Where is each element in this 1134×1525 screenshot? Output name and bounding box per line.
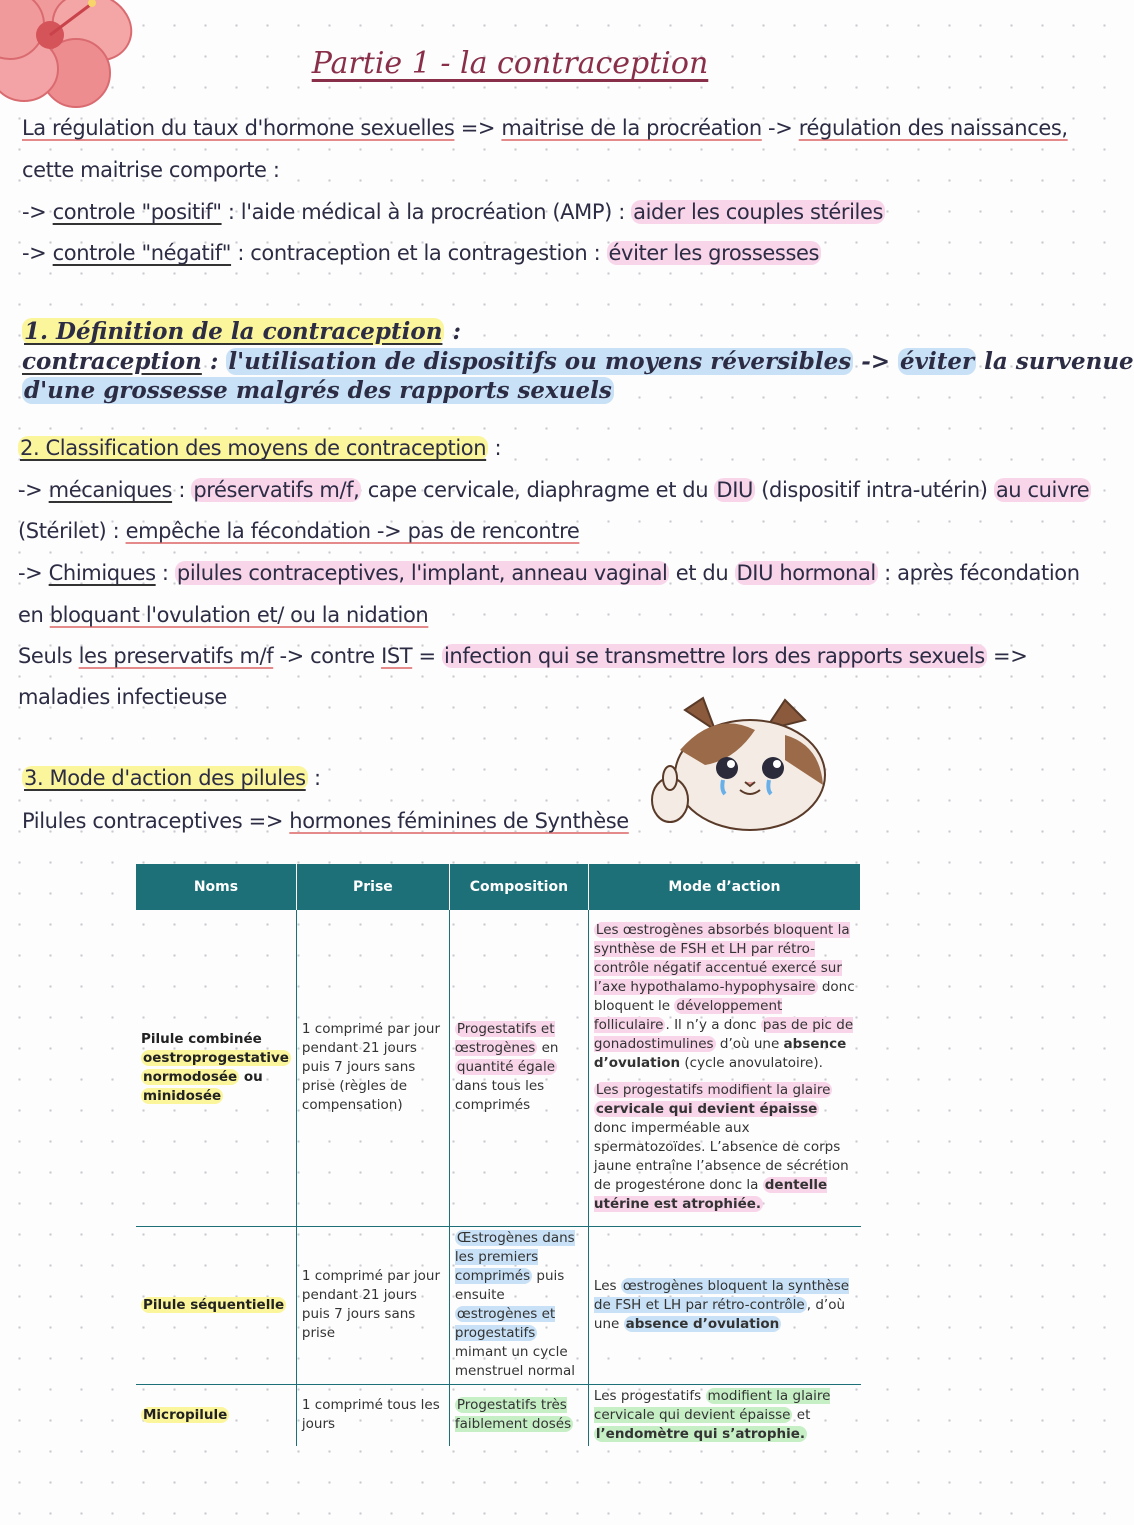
- cell-text: œstrogènes bloquent la synthèse de FSH et LH par rétro-contrôle: [593, 1277, 850, 1313]
- intro-text: ->: [22, 200, 53, 224]
- section-2-text: DIU: [716, 478, 753, 502]
- section-2-text: :: [172, 478, 192, 502]
- cell-text: . Il n’y a donc: [665, 1017, 761, 1034]
- section-2-heading-text: :: [488, 436, 502, 460]
- section-2-text: (dispositif intra-utérin): [754, 478, 994, 502]
- section-2-text: infection qui se transmettre lors des rapports sexuels: [443, 644, 985, 668]
- section-3-heading: [22, 766, 321, 790]
- intro-text: controle "positif": [52, 200, 222, 224]
- intro-text: =>: [454, 116, 502, 140]
- section-1-text: d'une grossesse malgrés des rapports sexuels: [24, 377, 612, 404]
- cell-text: normodosée: [143, 1068, 238, 1085]
- cell-text: modifient la glaire cervicale qui devient épaisse: [593, 1387, 831, 1423]
- cell-text: développement folliculaire: [593, 998, 783, 1034]
- cell-text: absence d’ovulation: [593, 1036, 847, 1072]
- section-1-text: la survenue: [976, 348, 1134, 375]
- cell-text: Les progestatifs modifient la glaire: [595, 1082, 831, 1099]
- section-2-text: bloquant l'ovulation et/ ou la nidation: [49, 603, 429, 627]
- cell-text: mimant un cycle menstruel normal: [454, 1344, 576, 1379]
- section-3-heading-text: 3. Mode d'action des pilules: [24, 766, 306, 790]
- cell-text: ou: [239, 1068, 263, 1085]
- section-2-text: Seuls: [18, 644, 79, 668]
- section-1-text: ->: [853, 348, 899, 375]
- cell-text: Progestatifs et œstrogènes: [454, 1021, 555, 1057]
- cell-text: pas de pic de gonadostimulines: [593, 1017, 854, 1053]
- page-title: Partie 1 - la contraception: [311, 46, 709, 81]
- table-row: [136, 1384, 861, 1446]
- section-3-text: hormones féminines de Synthèse: [289, 809, 629, 833]
- cell-name: [136, 1384, 296, 1446]
- section-2-text: =: [412, 644, 442, 668]
- section-2-text: ->: [18, 478, 49, 502]
- section-2-line-4: [18, 603, 428, 627]
- cell-prise: 1 comprimé par jour pendant 21 jours puis 7 jours sans prise: [296, 1226, 449, 1384]
- cell-mode-action: [588, 910, 860, 1226]
- section-1-line-1: [22, 348, 1134, 375]
- column-header-prise: Prise: [296, 864, 449, 910]
- table-header-row: [136, 864, 861, 910]
- section-2-text: empêche la fécondation -> pas de rencontre: [125, 519, 580, 543]
- section-2-line-6: [18, 685, 227, 709]
- column-header-noms: Noms: [136, 864, 296, 910]
- intro-text: maitrise de la procréation: [501, 116, 762, 140]
- cell-mode-action: [588, 1226, 860, 1384]
- section-1-heading-text: 1. Définition de la contraception: [24, 318, 443, 345]
- section-2-text: maladies infectieuse: [18, 685, 227, 709]
- table-row: [136, 1226, 861, 1384]
- intro-text: : l'aide médical à la procréation (AMP) :: [221, 200, 632, 224]
- cell-text: en: [537, 1040, 559, 1057]
- section-2-text: mécaniques: [48, 478, 173, 502]
- cell-text: œstrogènes et progestatifs: [454, 1306, 556, 1341]
- section-1-text: éviter: [900, 348, 975, 375]
- intro-text: ->: [22, 241, 53, 265]
- section-1-text: contraception: [22, 348, 202, 375]
- section-2-text: les preservatifs m/f: [78, 644, 274, 668]
- section-2-text: : après fécondation: [877, 561, 1080, 585]
- cell-composition: [449, 910, 588, 1226]
- cell-prise: 1 comprimé tous les jours: [296, 1384, 449, 1446]
- section-2-text: au cuivre: [995, 478, 1090, 502]
- section-1-heading-text: :: [444, 318, 461, 345]
- cell-text: donc imperméable aux spermatozoïdes. L’absence de corps jaune entraîne l’absence de sécrétion de progestérone donc la: [593, 1120, 849, 1194]
- section-3-heading-text: :: [307, 766, 321, 790]
- cell-text: dentelle utérine est atrophiée.: [593, 1177, 828, 1213]
- intro-text: cette maitrise comporte :: [22, 158, 280, 182]
- cell-text: minidosée: [143, 1087, 222, 1104]
- table-row: [136, 910, 861, 1226]
- cell-composition: [449, 1226, 588, 1384]
- section-2-text: :: [155, 561, 175, 585]
- cell-text: Pilule combinée: [141, 1030, 262, 1047]
- intro-line-2: [22, 158, 280, 182]
- intro-text: controle "négatif": [52, 241, 232, 265]
- intro-line-4: [22, 241, 821, 265]
- section-2-line-3: [18, 561, 1080, 585]
- section-2-text: (Stérilet) :: [18, 519, 126, 543]
- cell-text: (cycle anovulatoire).: [680, 1055, 823, 1072]
- section-2-heading: [18, 436, 501, 460]
- cell-text: Les: [593, 1277, 621, 1294]
- section-2-text: DIU hormonal: [736, 561, 876, 585]
- intro-text: : contraception et la contragestion :: [231, 241, 607, 265]
- section-3-text: Pilules contraceptives =>: [22, 809, 290, 833]
- section-2-text: ->: [18, 561, 49, 585]
- cell-text: Œstrogènes dans les premiers comprimés: [454, 1230, 575, 1284]
- cell-text: Pilule séquentielle: [143, 1296, 285, 1313]
- intro-text: éviter les grossesses: [608, 241, 820, 265]
- section-2-text: -> contre: [273, 644, 382, 668]
- section-2-text: en: [18, 603, 50, 627]
- cell-text: Progestatifs très faiblement dosés: [454, 1397, 572, 1432]
- section-2-line-5: [18, 644, 1027, 668]
- cat-thumbs-up-sticker: [645, 690, 835, 835]
- intro-line-1: [22, 116, 1068, 140]
- cell-text: Les œstrogènes absorbés bloquent la synthèse de FSH et LH par rétro-contrôle négatif accentué exercé sur l’axe hypothalamo-hypophysaire: [593, 922, 850, 996]
- cell-text: Micropilule: [143, 1406, 228, 1423]
- section-3-line-1: [22, 809, 629, 833]
- cell-text: donc bloquent le: [593, 979, 855, 1015]
- intro-text: ->: [761, 116, 799, 140]
- cell-text: d’où une: [715, 1036, 784, 1053]
- cell-text: cervicale qui devient épaisse: [595, 1101, 818, 1118]
- cell-text: Les progestatifs: [593, 1387, 706, 1404]
- section-1-text: l'utilisation de dispositifs ou moyens réversibles: [228, 348, 852, 375]
- intro-line-3: [22, 200, 885, 224]
- column-header-composition: Composition: [449, 864, 588, 910]
- section-1-line-2: [22, 377, 614, 404]
- section-2-text: IST: [381, 644, 413, 668]
- cell-text: oestroprogestative: [143, 1049, 289, 1066]
- cell-text: et: [792, 1406, 811, 1423]
- section-2-line-1: [18, 478, 1091, 502]
- pill-comparison-table: [136, 864, 861, 1446]
- section-2-text: pilules contraceptives, l'implant, anneau vaginal: [176, 561, 668, 585]
- section-2-line-2: [18, 519, 579, 543]
- intro-text: La régulation du taux d'hormone sexuelles: [22, 116, 455, 140]
- section-1-heading: [22, 318, 461, 345]
- cell-name: [136, 1226, 296, 1384]
- section-2-text: et du: [669, 561, 735, 585]
- cell-text: dans tous les comprimés: [454, 1078, 545, 1114]
- section-1-text: :: [201, 348, 227, 375]
- section-2-text: =>: [986, 644, 1028, 668]
- cell-text: absence d’ovulation: [625, 1315, 780, 1332]
- cell-text: , d’où une: [593, 1296, 846, 1332]
- cell-name: [136, 910, 296, 1226]
- section-2-heading-text: 2. Classification des moyens de contraception: [20, 436, 487, 460]
- column-header-mode-action: Mode d’action: [588, 864, 860, 910]
- section-2-text: cape cervicale, diaphragme et du: [361, 478, 715, 502]
- cell-text: l’endomètre qui s’atrophie.: [595, 1425, 806, 1442]
- section-2-text: préservatifs m/f,: [193, 478, 360, 502]
- cell-composition: [449, 1384, 588, 1446]
- intro-text: aider les couples stériles: [633, 200, 884, 224]
- cell-mode-action: [588, 1384, 860, 1446]
- section-2-text: Chimiques: [48, 561, 156, 585]
- intro-text: régulation des naissances,: [798, 116, 1068, 140]
- cell-text: puis ensuite: [454, 1268, 565, 1303]
- cell-prise: 1 comprimé par jour pendant 21 jours puis 7 jours sans prise (règles de compensation): [296, 910, 449, 1226]
- cell-text: quantité égale: [456, 1059, 555, 1076]
